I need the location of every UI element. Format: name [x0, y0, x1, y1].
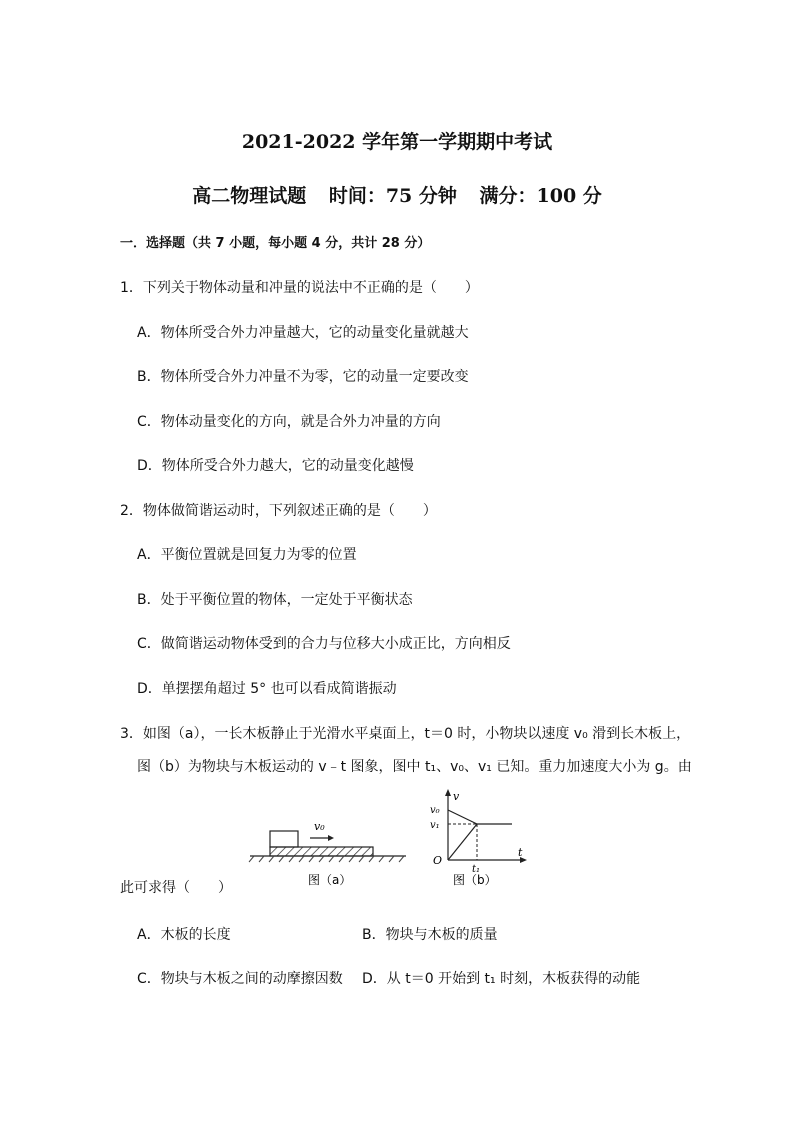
question-3-option-b: B．物块与木板的质量 — [362, 927, 498, 943]
score-label: 满分：100 分 — [479, 185, 602, 207]
question-3-option-d: D．从 t＝0 开始到 t₁ 时刻，木板获得的动能 — [362, 971, 641, 987]
table-hatching — [249, 856, 404, 862]
board-velocity-line — [448, 824, 477, 860]
exam-subtitle — [0, 181, 794, 208]
question-1-option-b: B．物体所受合外力冲量不为零，它的动量一定要改变 — [137, 369, 469, 385]
figure-a-board-diagram — [248, 808, 408, 892]
question-1-option-c: C．物体动量变化的方向，就是合外力冲量的方向 — [137, 414, 441, 430]
figure-a-caption: 图（a） — [308, 873, 352, 887]
question-2-option-a: A．平衡位置就是回复力为零的位置 — [137, 547, 357, 563]
question-2-option-c: C．做简谐运动物体受到的合力与位移大小成正比，方向相反 — [137, 636, 511, 652]
question-3-stem-line-1: 3．如图（a），一长木板静止于光滑水平桌面上，t＝0 时，小物块以速度 v₀ 滑到长木板上， — [120, 726, 691, 742]
exam-title: 2021-2022 学年第一学期期中考试 — [241, 131, 553, 153]
section-heading: 一．选择题（共 7 小题，每小题 4 分，共计 28 分） — [120, 236, 431, 251]
subject-label: 高二物理试题 — [192, 185, 307, 207]
question-1-option-d: D．物体所受合外力越大，它的动量变化越慢 — [137, 458, 414, 474]
t1-label: t₁ — [472, 864, 481, 875]
question-1-option-a: A．物体所受合外力冲量越大，它的动量变化量就越大 — [137, 325, 469, 341]
block — [270, 831, 298, 847]
question-3-option-c: C．物块与木板之间的动摩擦因数 — [137, 971, 343, 987]
figure-b-caption: 图（b） — [453, 873, 497, 887]
question-3-stem-line-2: 图（b）为物块与木板运动的 v﹣t 图象，图中 t₁、v₀、v₁ 已知。重力加速度大小为 g。由 — [137, 759, 692, 775]
question-3-stem-line-3: 此可求得（ ） — [120, 880, 232, 896]
v-axis-label: v — [453, 790, 460, 803]
v-axis-arrowhead — [445, 789, 451, 796]
figure-b-vt-graph — [420, 788, 530, 892]
question-2-option-d: D．单摆摆角超过 5° 也可以看成简谐振动 — [137, 681, 397, 697]
time-label: 时间：75 分钟 — [328, 185, 457, 207]
question-1-stem: 1．下列关于物体动量和冲量的说法中不正确的是（ ） — [120, 280, 479, 296]
v1-label: v₁ — [430, 820, 440, 831]
long-board — [270, 847, 373, 856]
question-2-stem: 2．物体做简谐运动时，下列叙述正确的是（ ） — [120, 503, 437, 519]
question-3-option-a: A．木板的长度 — [137, 927, 231, 943]
block-velocity-line — [448, 810, 477, 824]
v0-label: v₀ — [430, 805, 440, 816]
t-axis-label: t — [518, 846, 523, 859]
origin-label: O — [433, 854, 443, 867]
velocity-arrowhead — [328, 835, 334, 841]
question-2-option-b: B．处于平衡位置的物体，一定处于平衡状态 — [137, 592, 413, 608]
velocity-label: v₀ — [314, 820, 325, 833]
